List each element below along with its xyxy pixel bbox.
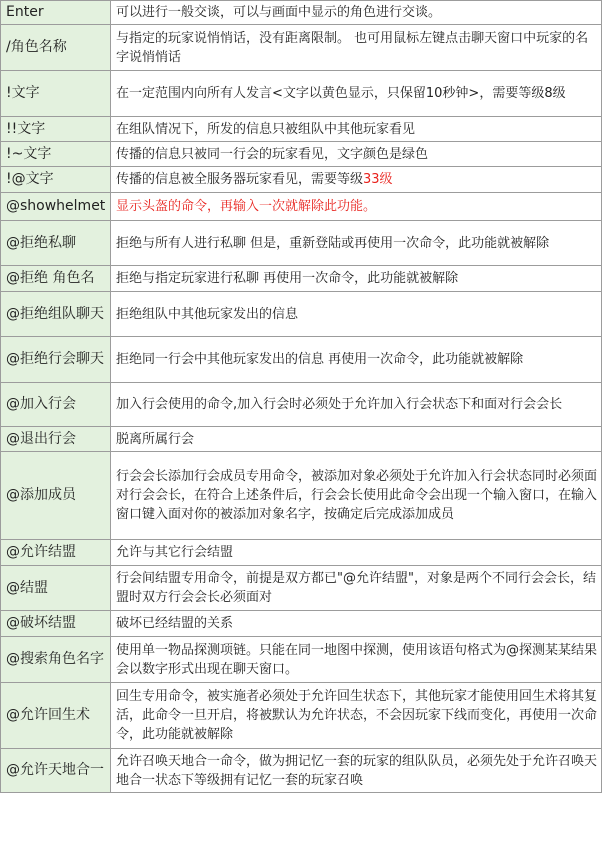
command-description: 破坏已经结盟的关系 <box>111 611 602 637</box>
command-description: 在一定范围内向所有人发言<文字以黄色显示，只保留10秒钟>，需要等级8级 <box>111 71 602 117</box>
command-name: @搜索角色名字 <box>1 637 111 683</box>
command-name: @拒绝 角色名 <box>1 266 111 292</box>
command-name: !文字 <box>1 71 111 117</box>
command-name: @允许结盟 <box>1 540 111 566</box>
level-requirement: 33级 <box>363 172 393 187</box>
table-row <box>1 117 602 142</box>
table-row <box>1 427 602 452</box>
command-name: @showhelmet <box>1 193 111 221</box>
command-description <box>111 167 602 193</box>
command-name: @添加成员 <box>1 452 111 540</box>
command-name: !@文字 <box>1 167 111 193</box>
command-description: 使用单一物品探测项链。只能在同一地图中探测，使用该语句格式为@探测某某结果会以数字形式出现在聊天窗口。 <box>111 637 602 683</box>
command-name: /角色名称 <box>1 25 111 71</box>
table-row <box>1 749 602 793</box>
command-description: 拒绝与指定玩家进行私聊 再使用一次命令，此功能就被解除 <box>111 266 602 292</box>
command-name: @退出行会 <box>1 427 111 452</box>
command-description: 允许与其它行会结盟 <box>111 540 602 566</box>
table-row <box>1 266 602 292</box>
table-row <box>1 1 602 25</box>
table-row <box>1 540 602 566</box>
table-row <box>1 193 602 221</box>
command-name: @拒绝私聊 <box>1 221 111 266</box>
command-description: 拒绝与所有人进行私聊 但是，重新登陆或再使用一次命令，此功能就被解除 <box>111 221 602 266</box>
table-row <box>1 683 602 749</box>
command-description: 加入行会使用的命令,加入行会时必须处于允许加入行会状态下和面对行会会长 <box>111 383 602 427</box>
table-row <box>1 566 602 611</box>
command-name: @拒绝行会聊天 <box>1 337 111 383</box>
command-description: 拒绝组队中其他玩家发出的信息 <box>111 292 602 337</box>
command-name: @拒绝组队聊天 <box>1 292 111 337</box>
command-description: 行会会长添加行会成员专用命令，被添加对象必须处于允许加入行会状态同时必须面对行会会长，在符合上述条件后，行会会长使用此命令会出现一个输入窗口，在输入窗口键入面对你的被添加对象名字，按确定后完成添加成员 <box>111 452 602 540</box>
command-description: 允许召唤天地合一命令，做为拥记忆一套的玩家的组队队员，必须先处于允许召唤天地合一状态下等级拥有记忆一套的玩家召唤 <box>111 749 602 793</box>
command-description: 可以进行一般交谈，可以与画面中显示的角色进行交谈。 <box>111 1 602 25</box>
command-description: 与指定的玩家说悄悄话，没有距离限制。 也可用鼠标左键点击聊天窗口中玩家的名字说悄悄话 <box>111 25 602 71</box>
command-description: 传播的信息只被同一行会的玩家看见，文字颜色是绿色 <box>111 142 602 167</box>
table-row <box>1 221 602 266</box>
command-description: 脱离所属行会 <box>111 427 602 452</box>
table-row <box>1 25 602 71</box>
command-name: @加入行会 <box>1 383 111 427</box>
command-name: @破坏结盟 <box>1 611 111 637</box>
table-row <box>1 452 602 540</box>
command-description: 在组队情况下，所发的信息只被组队中其他玩家看见 <box>111 117 602 142</box>
table-row <box>1 611 602 637</box>
table-row <box>1 142 602 167</box>
description-text: 传播的信息被全服务器玩家看见，需要等级 <box>116 172 364 187</box>
table-row <box>1 637 602 683</box>
command-description: 拒绝同一行会中其他玩家发出的信息 再使用一次命令，此功能就被解除 <box>111 337 602 383</box>
table-row <box>1 337 602 383</box>
table-row <box>1 71 602 117</box>
command-description: 回生专用命令，被实施者必须处于允许回生状态下，其他玩家才能使用回生术将其复活，此命令一旦开启，将被默认为允许状态，不会因玩家下线而变化，再使用一次命令，此功能就被解除 <box>111 683 602 749</box>
command-name: @结盟 <box>1 566 111 611</box>
table-row <box>1 167 602 193</box>
table-row <box>1 292 602 337</box>
command-name: @允许天地合一 <box>1 749 111 793</box>
command-name: Enter <box>1 1 111 25</box>
command-description: 显示头盔的命令，再输入一次就解除此功能。 <box>111 193 602 221</box>
table-row <box>1 383 602 427</box>
command-name: !~文字 <box>1 142 111 167</box>
command-description: 行会间结盟专用命令，前提是双方都已"@允许结盟"，对象是两个不同行会会长，结盟时双方行会会长必须面对 <box>111 566 602 611</box>
command-name: !!文字 <box>1 117 111 142</box>
command-name: @允许回生术 <box>1 683 111 749</box>
